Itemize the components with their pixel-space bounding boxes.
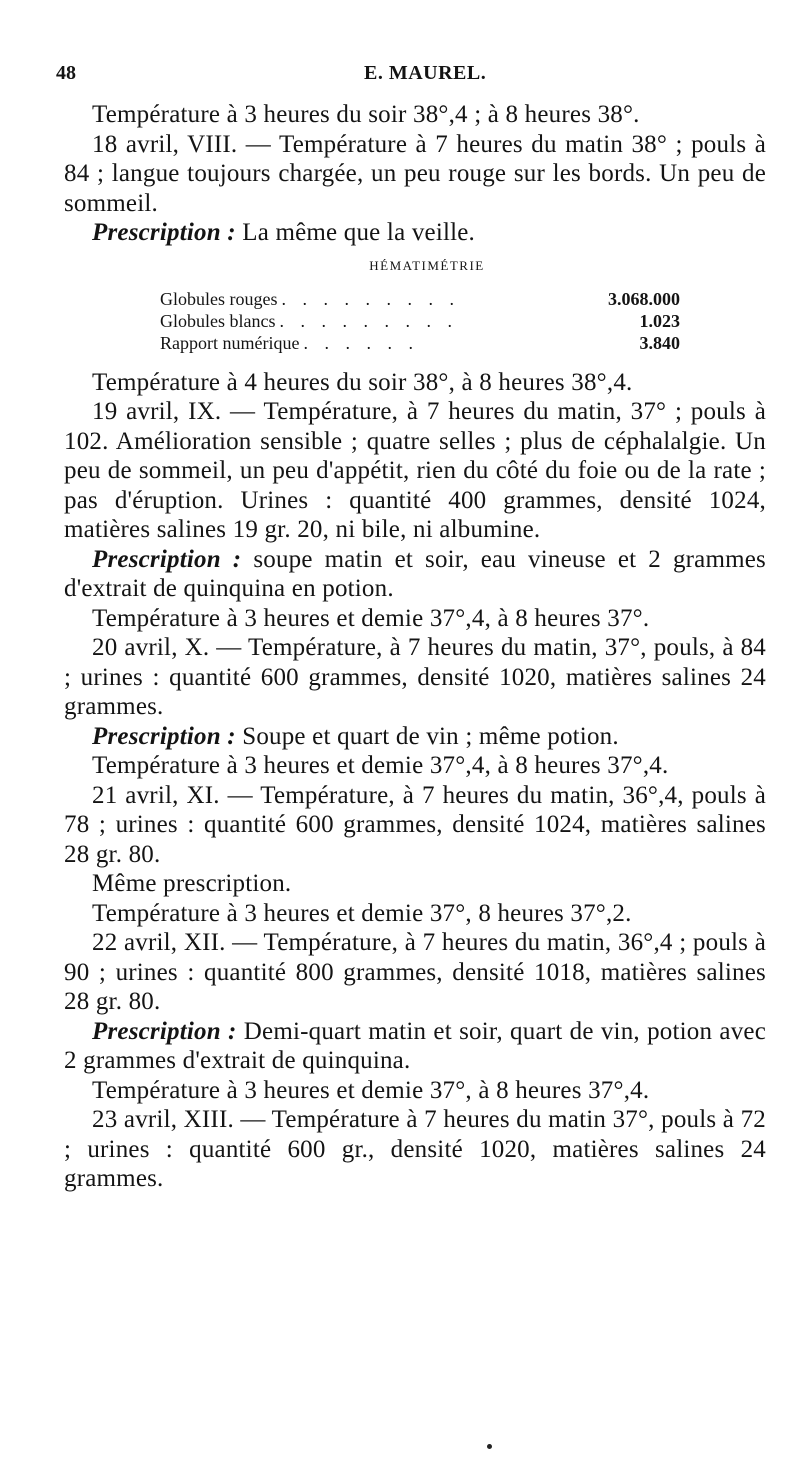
row-label: Globules rouges [160, 288, 278, 309]
paragraph-text: 20 avril, X. — Température, à 7 heures du matin, 37°, pouls, à 84 ; urines : quantité 600 grammes, densité 1020, matières salines 24 grammes. [64, 634, 766, 720]
paragraph-text: Température à 3 heures et demie 37°, à 8 heures 37°,4. [92, 1076, 650, 1104]
paragraph-text: Température à 3 heures et demie 37°,4, à 8 heures 37°. [92, 604, 650, 632]
hematimetry-table [160, 288, 680, 354]
table-row [160, 332, 680, 354]
paragraph-text: La même que la veille. [235, 219, 476, 246]
paragraph [64, 633, 766, 722]
paragraph [64, 218, 766, 248]
paragraph [64, 604, 766, 634]
paragraph-text: Demi-quart matin et soir, quart de vin, potion avec 2 grammes d'extrait de quinquina. [64, 1017, 766, 1074]
paragraph [64, 899, 766, 929]
row-value: 1.023 [639, 310, 680, 331]
paragraph [64, 781, 766, 870]
paragraph-text: Température à 4 heures du soir 38°, à 8 heures 38°,4. [92, 368, 633, 396]
row-label: Globules blancs [160, 310, 276, 331]
paragraph [64, 130, 766, 219]
leader-dots: . . . . . . . . . [279, 310, 458, 331]
paragraph-text: 22 avril, XII. — Température, à 7 heures du matin, 36°,4 ; pouls à 90 ; urines : quantité 800 grammes, densité 1018, matières salines 28 gr. 80. [64, 929, 766, 1015]
paragraph-text: 23 avril, XIII. — Température à 7 heures du matin 37°, pouls à 72 ; urines : quantité 600 gr., densité 1020, matières salines 24 grammes. [64, 1106, 766, 1192]
paragraph [64, 1017, 766, 1076]
paragraph-text: 18 avril, VIII. — Température à 7 heures du matin 38° ; pouls à 84 ; langue toujours chargée, un peu rouge sur les bords. Un peu de sommeil. [64, 130, 766, 217]
page-body [64, 100, 766, 1194]
row-label: Rapport numérique [160, 332, 300, 353]
paragraph-text: soupe matin et soir, eau vineuse et 2 grammes d'extrait de quinquina en potion. [64, 545, 766, 602]
paragraph [64, 100, 766, 130]
print-mark [487, 1444, 492, 1449]
paragraph-text: Température à 3 heures et demie 37°,4, à 8 heures 37°,4. [92, 752, 669, 779]
paragraph-text: 19 avril, IX. — Température, à 7 heures du matin, 37° ; pouls à 102. Amélioration sensible ; quatre selles ; plus de céphalalgie. Un peu de sommeil, un peu d'appétit, rien du côté du foie ou de la rate ; pas d'éruption. Urines : quantité 400 grammes, densité 1024, matières salines 19 gr. 20, ni bile, ni albumine. [64, 398, 766, 543]
page-header [56, 62, 756, 92]
paragraph [64, 751, 766, 781]
running-head: E. MAUREL. [364, 62, 487, 84]
paragraph-text: Même prescription. [92, 870, 292, 897]
table-row [160, 288, 680, 310]
prescription-label: Prescription : [92, 1017, 237, 1045]
paragraph [64, 722, 766, 752]
paragraph [64, 928, 766, 1017]
paragraph-text: Température à 3 heures du soir 38°,4 ; à 8 heures 38°. [92, 101, 640, 128]
paragraph [64, 397, 766, 545]
table-title: HÉMATIMÉTRIE [369, 257, 485, 273]
prescription-label: Prescription : [92, 219, 236, 246]
paragraph [64, 545, 766, 604]
row-value: 3.068.000 [608, 288, 680, 309]
paragraph [64, 1105, 766, 1194]
text-block-after [64, 368, 766, 1194]
leader-dots: . . . . . . . . . [281, 288, 460, 309]
text-block-before [64, 100, 766, 248]
prescription-label: Prescription : [92, 722, 236, 750]
row-value: 3.840 [639, 332, 680, 353]
paragraph [64, 368, 766, 398]
prescription-label: Prescription : [92, 545, 242, 573]
table-row [160, 310, 680, 332]
paragraph [64, 869, 766, 899]
paragraph-text: 21 avril, XI. — Température, à 7 heures du matin, 36°,4, pouls à 78 ; urines : quantité 600 grammes, densité 1024, matières salines 28 gr. 80. [64, 781, 766, 868]
page-number: 48 [56, 62, 76, 84]
leader-dots: . . . . . . [303, 332, 419, 353]
paragraph [64, 1076, 766, 1106]
paragraph-text: Soupe et quart de vin ; même potion. [235, 722, 619, 750]
paragraph-text: Température à 3 heures et demie 37°, 8 heures 37°,2. [92, 899, 632, 927]
